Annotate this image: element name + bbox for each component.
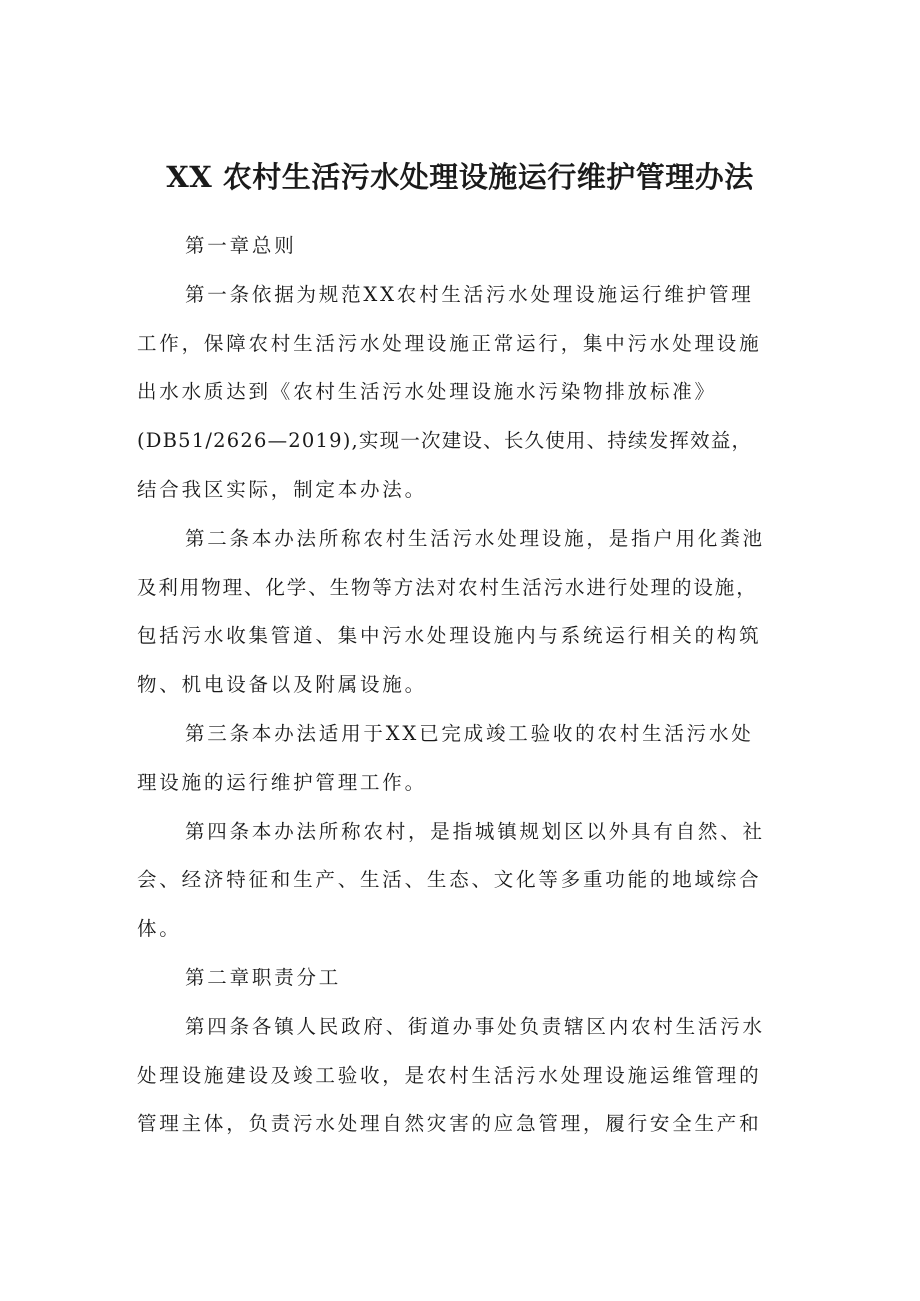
document-body [137, 222, 791, 1149]
paragraph-line: 工作，保障农村生活污水处理设施正常运行，集中污水处理设施 [137, 331, 762, 355]
paragraph-line: 包括污水收集管道、集中污水处理设施内与系统运行相关的构筑 [137, 624, 762, 648]
paragraph-line: 第四条本办法所称农村，是指城镇规划区以外具有自然、社 [185, 819, 765, 843]
chapter-heading: 第一章总则 [185, 234, 297, 257]
chapter-heading: 第二章职责分工 [185, 965, 342, 989]
paragraph-line: 理设施的运行维护管理工作。 [137, 770, 427, 794]
document-title: XX 农村生活污水处理设施运行维护管理办法 [166, 160, 754, 195]
paragraph-line: 管理主体，负责污水处理自然灾害的应急管理，履行安全生产和 [137, 1112, 762, 1136]
paragraph-line: (DB51/2626—2019),实现一次建设、长久使用、持续发挥效益， [137, 429, 753, 453]
paragraph-line: 物、机电设备以及附属设施。 [137, 673, 427, 697]
paragraph-line: 第一条依据为规范XX农村生活污水处理设施运行维护管理 [185, 282, 754, 306]
paragraph-line: 第二条本办法所称农村生活污水处理设施，是指户用化粪池 [185, 526, 765, 550]
paragraph-line: 体。 [137, 917, 182, 941]
paragraph-line: 及利用物理、化学、生物等方法对农村生活污水进行处理的设施， [137, 575, 758, 599]
paragraph-line: 第四条各镇人民政府、街道办事处负责辖区内农村生活污水 [185, 1014, 765, 1038]
paragraph-line: 处理设施建设及竣工验收，是农村生活污水处理设施运维管理的 [137, 1063, 762, 1087]
paragraph-line: 出水水质达到《农村生活污水处理设施水污染物排放标准》 [137, 380, 717, 404]
paragraph-line: 结合我区实际，制定本办法。 [137, 477, 427, 501]
paragraph-line: 第三条本办法适用于XX已完成竣工验收的农村生活污水处 [185, 721, 754, 745]
paragraph-line: 会、经济特征和生产、生活、生态、文化等多重功能的地域综合 [137, 868, 762, 892]
